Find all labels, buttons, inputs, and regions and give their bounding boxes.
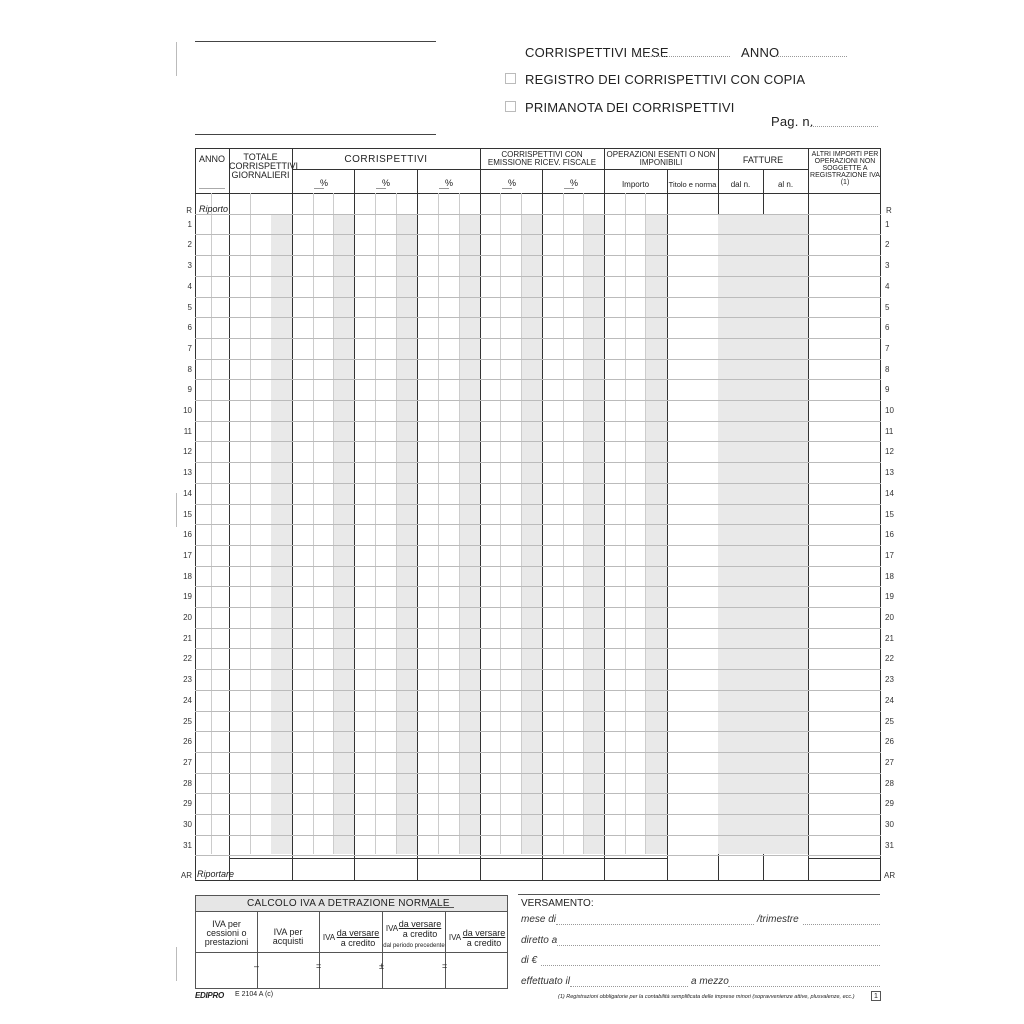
header-line-top xyxy=(195,41,436,42)
col-altri-header: ALTRI IMPORTI PER OPERAZIONI NON SOGGETTE A REGISTRAZIONE IVA (1) xyxy=(810,151,880,186)
row-number-right: 6 xyxy=(885,323,890,333)
div-anno xyxy=(229,148,230,881)
row-label-ar-left: AR xyxy=(180,871,192,880)
row-line-13 xyxy=(195,462,881,463)
binder-mark-bottom xyxy=(176,947,177,981)
row-number-right: 3 xyxy=(885,261,890,271)
effettuato-il-field[interactable] xyxy=(570,986,688,987)
row-number-left: 18 xyxy=(183,571,192,581)
calcolo-title: CALCOLO IVA A DETRAZIONE NORMALE xyxy=(247,898,450,909)
row-line-22 xyxy=(195,648,881,649)
pct-line-5 xyxy=(564,188,574,189)
trimestre-label: /trimestre xyxy=(757,914,799,925)
row-line-23 xyxy=(195,669,881,670)
option-primanota-label: PRIMANOTA DEI CORRISPETTIVI xyxy=(525,100,735,115)
pct-line-2 xyxy=(376,188,386,189)
shaded-column-6 xyxy=(645,215,667,854)
equals-symbol-1: = xyxy=(316,961,322,971)
shaded-column-4 xyxy=(521,215,542,854)
pct-line-4 xyxy=(502,188,512,189)
row-number-right: 9 xyxy=(885,385,890,395)
row-line-11 xyxy=(195,421,881,422)
a-mezzo-label: a mezzo xyxy=(691,976,729,987)
row-line-28 xyxy=(195,773,881,774)
row-number-left: 10 xyxy=(183,406,192,415)
row-line-14 xyxy=(195,483,881,484)
row-number-left: 17 xyxy=(183,550,192,560)
diretto-a-field[interactable] xyxy=(557,945,880,946)
mese-di-label: mese di xyxy=(521,914,557,925)
pct-1: % xyxy=(319,178,328,188)
row-number-left: 12 xyxy=(183,447,192,457)
row-line-18 xyxy=(195,566,881,567)
row-number-left: 3 xyxy=(187,261,192,271)
a-mezzo-field[interactable] xyxy=(728,986,880,987)
div-totale xyxy=(292,148,293,881)
row-number-right: 12 xyxy=(885,447,894,457)
anno-field[interactable] xyxy=(775,56,847,57)
row-line-10 xyxy=(195,400,881,401)
row-number-right: 13 xyxy=(885,468,894,478)
calc-da-versare-2: da versare xyxy=(398,919,442,929)
row-line-3 xyxy=(195,255,881,256)
pct-4: % xyxy=(507,178,516,188)
header-bottom-line xyxy=(195,193,881,194)
page-number-field[interactable] xyxy=(810,126,878,127)
option-registro-label: REGISTRO DEI CORRISPETTIVI CON COPIA xyxy=(525,72,806,87)
row-number-right: 28 xyxy=(885,778,894,788)
row-number-left: 9 xyxy=(187,385,192,395)
row-line-24 xyxy=(195,690,881,691)
pct-line-1 xyxy=(314,188,324,189)
row-number-right: 22 xyxy=(885,654,894,664)
row-line-4 xyxy=(195,276,881,277)
row-line-31 xyxy=(195,835,881,836)
col-fatture-header: FATTURE xyxy=(742,155,784,165)
dal-header: dal n. xyxy=(730,180,751,189)
riportare-line-right xyxy=(808,858,881,859)
shaded-column-5 xyxy=(583,215,604,854)
row-number-right: 8 xyxy=(885,364,890,374)
row-line-20 xyxy=(195,607,881,608)
row-line-5 xyxy=(195,297,881,298)
row-number-left: 15 xyxy=(183,509,192,519)
calc-da-versare-1: da versare xyxy=(336,928,380,938)
footnote: (1) Registrazioni obbligatorie per la contabilità semplificata delle imprese minori (sopravvenienze attive, plusvalenze, ecc.) xyxy=(558,994,855,1000)
row-line-2 xyxy=(195,234,881,235)
versamento-top-line xyxy=(518,894,880,895)
col-corrispettivi-header: CORRISPETTIVI xyxy=(344,154,428,165)
row-line-12 xyxy=(195,441,881,442)
row-number-right: 14 xyxy=(885,488,894,498)
calcolo-div-4 xyxy=(445,912,446,989)
row-line-16 xyxy=(195,524,881,525)
row-number-right: 7 xyxy=(885,343,890,353)
row-line-30 xyxy=(195,814,881,815)
row-line-8 xyxy=(195,359,881,360)
row-line-29 xyxy=(195,793,881,794)
calc-a-credito-1: a credito xyxy=(340,938,376,948)
row-number-right: 2 xyxy=(885,240,890,250)
row-number-left: 24 xyxy=(183,695,192,705)
diretto-a-label: diretto a xyxy=(521,935,558,946)
al-header: al n. xyxy=(777,180,794,189)
pct-5: % xyxy=(569,178,578,188)
row-number-left: 11 xyxy=(183,426,192,436)
calc-iva-acquisti: IVA per acquisti xyxy=(272,927,304,946)
page-box: 1 xyxy=(871,991,881,1001)
minus-symbol: – xyxy=(254,961,260,971)
row-number-left: 2 xyxy=(187,240,192,250)
pct-line-3 xyxy=(439,188,449,189)
div-emis-end xyxy=(604,148,605,881)
pct-3: % xyxy=(444,178,453,188)
brand-logo: EDIPRO xyxy=(195,991,224,1000)
row-number-right: 23 xyxy=(885,675,894,685)
row-number-right: 11 xyxy=(885,426,894,436)
row-line-21 xyxy=(195,628,881,629)
row-number-left: 20 xyxy=(183,613,192,622)
form-code: E 2104 A (c) xyxy=(235,991,274,998)
row-number-left: 23 xyxy=(183,675,192,685)
shaded-column-2 xyxy=(396,215,417,854)
row-number-left: 28 xyxy=(183,778,192,788)
row-number-left: 29 xyxy=(183,799,192,809)
row-number-left: 30 xyxy=(183,820,192,829)
shaded-column-1 xyxy=(333,215,354,854)
header-line-bottom xyxy=(195,134,436,135)
row-line-27 xyxy=(195,752,881,753)
row-number-left: 27 xyxy=(183,757,192,767)
row-number-left: 7 xyxy=(187,343,192,353)
binder-mark-top xyxy=(176,42,177,76)
row-number-right: 21 xyxy=(885,633,894,643)
plusminus-symbol: ± xyxy=(379,961,384,971)
row-number-left: 19 xyxy=(183,592,192,602)
anno-underline xyxy=(199,188,225,189)
calcolo-div-1 xyxy=(257,912,258,989)
shaded-column-7 xyxy=(718,215,808,854)
importo-header: Importo xyxy=(621,180,650,189)
calcolo-period-field[interactable] xyxy=(428,907,454,908)
row-label-ar-right: AR xyxy=(884,871,896,880)
row-number-left: 8 xyxy=(187,364,192,374)
row-number-left: 6 xyxy=(187,323,192,333)
row-number-right: 10 xyxy=(885,406,894,415)
calc-iva-2: IVA xyxy=(385,924,399,933)
row-number-right: 1 xyxy=(885,219,890,229)
row-number-left: 1 xyxy=(187,219,192,229)
row-line-9 xyxy=(195,379,881,380)
row-number-right: 24 xyxy=(885,695,894,705)
row-number-left: 4 xyxy=(187,281,192,291)
title-corrispettivi-mese: CORRISPETTIVI MESE xyxy=(525,45,669,60)
mese-di-field[interactable] xyxy=(556,924,754,925)
row-number-right: 20 xyxy=(885,613,894,622)
row-line-6 xyxy=(195,317,881,318)
row-number-right: 5 xyxy=(885,302,890,312)
row-number-right: 25 xyxy=(885,716,894,726)
row-number-right: 19 xyxy=(885,592,894,602)
row-label-r-right: R xyxy=(886,206,892,215)
div-fatture-end xyxy=(808,148,809,881)
row-line-25 xyxy=(195,711,881,712)
row-line-1 xyxy=(195,214,881,215)
col-totale-header: TOTALE CORRISPETTIVI GIORNALIERI xyxy=(229,152,299,180)
calc-da-versare-3: da versare xyxy=(462,928,506,938)
row-number-right: 30 xyxy=(885,820,894,829)
row-number-left: 25 xyxy=(183,716,192,726)
row-number-right: 27 xyxy=(885,757,894,767)
row-number-right: 18 xyxy=(885,571,894,581)
page-number-label: Pag. n. xyxy=(771,114,814,129)
row-line-19 xyxy=(195,586,881,587)
div-corr-end xyxy=(480,148,481,881)
shaded-column-0 xyxy=(271,215,292,854)
versamento-title: VERSAMENTO: xyxy=(521,898,594,909)
riporto-label: Riporto xyxy=(199,204,229,214)
effettuato-il-label: effettuato il xyxy=(521,976,570,987)
di-euro-label: di € xyxy=(521,955,538,966)
row-line-17 xyxy=(195,545,881,546)
row-number-left: 16 xyxy=(183,530,192,540)
col-anno-header: ANNO xyxy=(198,154,225,164)
calc-iva-3: IVA xyxy=(448,933,462,942)
calcolo-div-2 xyxy=(319,912,320,989)
riportare-label: Riportare xyxy=(197,869,235,879)
row-number-left: 5 xyxy=(187,302,192,312)
calcolo-header-line xyxy=(195,952,508,953)
riportare-line xyxy=(229,858,667,859)
row-number-right: 4 xyxy=(885,281,890,291)
col-emissione-header: CORRISPETTIVI CON EMISSIONE RICEV. FISCALE xyxy=(487,150,597,167)
checkbox-registro[interactable] xyxy=(505,73,516,84)
row-number-right: 29 xyxy=(885,799,894,809)
row-number-right: 26 xyxy=(885,737,894,747)
row-label-r-left: R xyxy=(186,206,192,215)
calc-a-credito-3: a credito xyxy=(466,938,502,948)
calc-periodo-precedente: dal periodo precedente xyxy=(383,943,445,949)
row-number-right: 17 xyxy=(885,550,894,560)
di-euro-field[interactable] xyxy=(541,965,880,966)
trimestre-field[interactable] xyxy=(803,924,880,925)
row-number-right: 15 xyxy=(885,509,894,519)
title-anno: ANNO xyxy=(741,45,780,60)
calc-iva-1: IVA xyxy=(322,933,336,942)
row-number-left: 21 xyxy=(183,633,192,643)
checkbox-primanota[interactable] xyxy=(505,101,516,112)
row-line-26 xyxy=(195,731,881,732)
titolo-header: Titolo e norma xyxy=(668,180,717,189)
col-esenti-header: OPERAZIONI ESENTI O NON IMPONIBILI xyxy=(606,150,716,167)
row-number-right: 16 xyxy=(885,530,894,540)
row-line-7 xyxy=(195,338,881,339)
row-number-left: 22 xyxy=(183,654,192,664)
equals-symbol-2: = xyxy=(442,961,448,971)
row-number-left: 26 xyxy=(183,737,192,747)
calc-a-credito-2: a credito xyxy=(402,929,438,939)
row-number-right: 31 xyxy=(885,840,894,850)
row-number-left: 13 xyxy=(183,468,192,478)
row-line-32 xyxy=(195,855,881,856)
header-subrow-line xyxy=(292,169,809,170)
calc-iva-cessioni: IVA per cessioni o prestazioni xyxy=(204,919,249,947)
shaded-column-3 xyxy=(459,215,480,854)
mese-field[interactable] xyxy=(638,56,730,57)
row-line-15 xyxy=(195,504,881,505)
row-number-left: 31 xyxy=(183,840,192,850)
row-number-left: 14 xyxy=(183,488,192,498)
pct-2: % xyxy=(381,178,390,188)
